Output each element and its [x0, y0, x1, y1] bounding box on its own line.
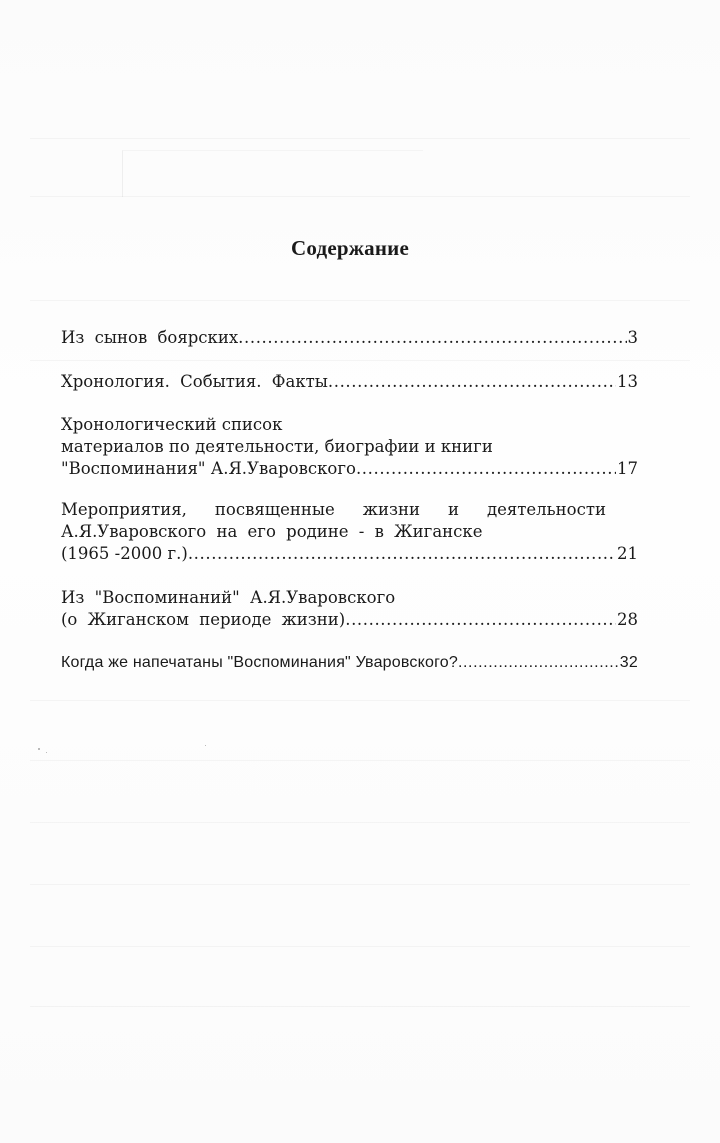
dot-leader — [328, 371, 616, 393]
toc-entry-line — [61, 458, 638, 480]
paper-speck — [46, 752, 47, 753]
toc-entry-line — [61, 652, 638, 674]
toc-word: посвященные — [214, 500, 335, 519]
toc-entry-title-line — [61, 499, 606, 521]
show-through-line — [30, 700, 690, 701]
toc-page-number: 3 — [627, 328, 638, 347]
dot-leader — [458, 652, 619, 674]
toc-entry[interactable] — [61, 587, 638, 631]
paper-speck — [205, 745, 206, 746]
show-through-line — [30, 884, 690, 885]
toc-entry-title: Когда же напечатаны "Воспоминания" Уваровского? — [61, 654, 458, 671]
toc-entry[interactable] — [61, 371, 638, 393]
dot-leader — [238, 327, 626, 349]
toc-page-number: 28 — [617, 610, 638, 629]
toc-entry[interactable] — [61, 499, 638, 565]
paper-speck — [38, 748, 40, 750]
show-through-line — [30, 360, 690, 361]
show-through-line — [30, 1006, 690, 1007]
toc-word: деятельности — [486, 500, 606, 519]
toc-entry-title-line: А.Я.Уваровского на его родине - в Жиганске — [61, 522, 483, 541]
toc-entry-title-line: Хронологический список — [61, 415, 283, 434]
dot-leader — [356, 458, 616, 480]
toc-page-number: 21 — [617, 544, 638, 563]
toc-entry[interactable] — [61, 327, 638, 349]
toc-entry-line — [61, 543, 638, 565]
toc-entry-title: (1965 -2000 г.) — [61, 544, 188, 563]
toc-entry[interactable] — [61, 414, 638, 480]
toc-entry-line — [61, 371, 638, 393]
dot-leader — [188, 543, 616, 565]
toc-page-number: 13 — [617, 372, 638, 391]
show-through-box — [122, 150, 423, 197]
toc-word: и — [447, 500, 459, 519]
toc-entry-title-line: Из "Воспоминаний" А.Я.Уваровского — [61, 588, 396, 607]
show-through-line — [30, 760, 690, 761]
toc-entry-title: "Воспоминания" А.Я.Уваровского — [61, 459, 356, 478]
dot-leader — [345, 609, 616, 631]
toc-entry-line — [61, 327, 638, 349]
toc-entry-title: Из сынов боярских — [61, 328, 239, 347]
toc-entry-title: Хронология. События. Факты — [61, 372, 328, 391]
toc-entry[interactable] — [61, 652, 638, 674]
toc-entry-line — [61, 609, 638, 631]
page-title: Содержание — [291, 236, 409, 260]
toc-entry-title: (о Жиганском периоде жизни) — [61, 610, 346, 629]
show-through-line — [30, 138, 690, 139]
toc-page-number: 32 — [619, 654, 638, 671]
show-through-line — [30, 300, 690, 301]
toc-word: Мероприятия, — [61, 500, 187, 519]
show-through-line — [30, 822, 690, 823]
show-through-line — [30, 946, 690, 947]
toc-entry-title-line: материалов по деятельности, биографии и книги — [61, 437, 493, 456]
toc-page-number: 17 — [617, 459, 638, 478]
toc-word: жизни — [362, 500, 420, 519]
